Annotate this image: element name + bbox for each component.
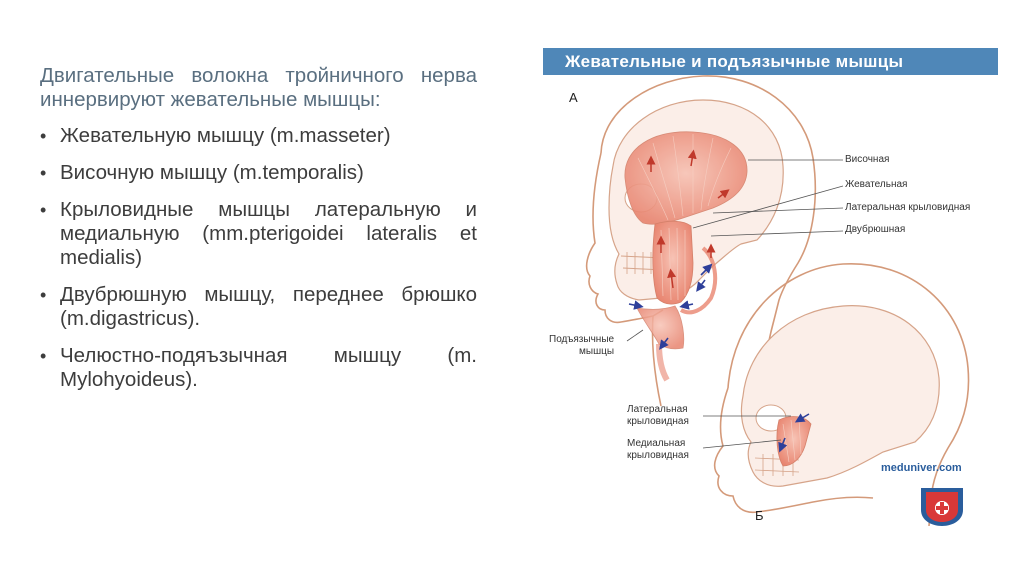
anatomy-illustration xyxy=(543,48,998,526)
bullet-dot: • xyxy=(40,285,47,305)
bullet-item xyxy=(40,198,477,270)
bullet-text: Двубрюшную мышцу, переднее брюшко (m.digastricus). xyxy=(60,283,477,330)
bullet-item xyxy=(40,161,477,185)
logo-shield xyxy=(921,488,963,526)
masseter-muscle xyxy=(653,221,693,304)
label-hyoid-2: мышцы xyxy=(579,346,614,357)
bullet-dot: • xyxy=(40,163,47,183)
label-b-lateral-1: Латеральная xyxy=(627,404,688,415)
bullet-dot: • xyxy=(40,126,47,146)
bullet-item xyxy=(40,344,477,392)
text-column xyxy=(40,64,477,405)
label-b-lateral-2: крыловидная xyxy=(627,416,689,427)
label-digastric: Двубрюшная xyxy=(845,224,906,235)
bullet-text: Височную мышцу (m.temporalis) xyxy=(60,161,364,184)
label-b-medial-2: крыловидная xyxy=(627,450,689,461)
label-masseter: Жевательная xyxy=(845,179,908,190)
label-hyoid-1: Подъязычные xyxy=(549,334,615,345)
bullet-text: Челюстно-подяъзычная мышцу (m. Mylohyoideus). xyxy=(60,344,477,391)
bullet-dot: • xyxy=(40,346,47,366)
bullet-text: Крыловидные мышцы латеральную и медиальную (mm.pterigoidei lateralis et medialis) xyxy=(60,198,477,269)
bullet-item xyxy=(40,283,477,331)
label-temporal: Височная xyxy=(845,154,890,165)
label-lateral-pterygoid: Латеральная крыловидная xyxy=(845,202,971,213)
bullet-text: Жевательную мышцу (m.masseter) xyxy=(60,124,391,147)
bullet-list xyxy=(40,124,477,392)
label-b-medial-1: Медиальная xyxy=(627,438,686,449)
panel-b-letter: Б xyxy=(755,508,764,523)
anatomy-figure xyxy=(543,48,998,526)
watermark-text: meduniver.com xyxy=(881,462,962,474)
bullet-dot: • xyxy=(40,200,47,220)
figure-banner: Жевательные и подъязычные мышцы xyxy=(543,48,998,75)
intro-paragraph: Двигательные волокна тройничного нерва иннервируют жевательные мышцы: xyxy=(40,64,477,111)
bullet-item xyxy=(40,124,477,148)
panel-a-letter: А xyxy=(569,90,578,105)
hyoid-muscles xyxy=(637,306,684,349)
